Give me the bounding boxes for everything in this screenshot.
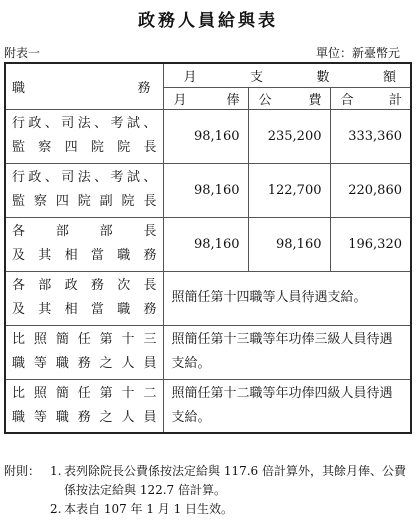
header-allowance-text: 公 費 [258, 92, 322, 108]
table-row [5, 217, 411, 271]
header-salary [163, 87, 248, 109]
footnote [4, 462, 410, 519]
header-monthly-pay [163, 63, 411, 87]
table-row [5, 163, 411, 217]
row-title-line: 職 等 職 務 之 人 員 [12, 409, 157, 425]
total-cell: 196,320 [330, 217, 411, 271]
row-title-line: 行 政 、 司 法 、 考 試 、 [12, 116, 157, 131]
header-monthly-pay-text: 月 支 數 額 [183, 69, 396, 85]
row-title [5, 163, 163, 217]
pay-note: 照簡任第十三職等年功俸三級人員待遇支給。 [163, 325, 411, 379]
pay-note: 照簡任第十四職等人員待遇支給。 [163, 271, 411, 325]
salary-cell: 98,160 [163, 217, 248, 271]
page-title: 政務人員給與表 [138, 11, 278, 31]
table-row [5, 271, 411, 325]
header-total [330, 87, 411, 109]
row-title-line: 及 其 相 當 職 務 [12, 302, 157, 317]
total-cell: 333,360 [330, 109, 411, 163]
row-title-line: 監 察 四 院 副 院 長 [12, 194, 157, 209]
header-position-text: 職 務 [12, 80, 151, 96]
header-salary-text: 月 俸 [173, 92, 240, 108]
footnote-lead-spacer [4, 500, 50, 519]
row-title-line: 監 察 四 院 院 長 [12, 140, 157, 155]
pay-note: 照簡任第十二職等年功俸四級人員待遇支給。 [163, 379, 411, 433]
row-title-line: 職 等 職 務 之 人 員 [12, 356, 157, 371]
row-title [5, 217, 163, 271]
attachment-label: 附表一 [4, 46, 41, 60]
table-row [5, 379, 411, 433]
footnote-text: 表列除院長公費係按法定給與 117.6 倍計算外，其餘月俸、公費係按法定給與 122.7 倍計算。 [64, 464, 406, 497]
unit-label: 單位：新臺幣元 [315, 46, 400, 60]
row-title-line: 各 部 部 長 [12, 224, 157, 239]
table-row [5, 109, 411, 163]
footnote-lead: 附則： [4, 464, 41, 478]
row-title-line: 比 照 簡 任 第 十 三 [12, 332, 157, 347]
total-cell: 220,860 [330, 163, 411, 217]
table-row [5, 325, 411, 379]
footnote-number: 2. [50, 502, 62, 516]
footnote-number: 1. [50, 464, 62, 478]
row-title [5, 325, 163, 379]
salary-cell: 98,160 [163, 109, 248, 163]
row-title-line: 各 部 政 務 次 長 [12, 278, 157, 293]
row-title [5, 379, 163, 433]
allowance-cell: 235,200 [248, 109, 330, 163]
row-title-line: 比 照 簡 任 第 十 二 [12, 385, 157, 401]
row-title [5, 271, 163, 325]
header-total-text: 合 計 [340, 92, 402, 108]
row-title-line: 及 其 相 當 職 務 [12, 248, 157, 263]
salary-table [4, 62, 412, 434]
header-allowance [248, 87, 330, 109]
footnote-item [4, 500, 410, 519]
salary-cell: 98,160 [163, 163, 248, 217]
footnote-item [4, 462, 410, 500]
allowance-cell: 98,160 [248, 217, 330, 271]
footnote-text: 本表自 107 年 1 月 1 日生效。 [64, 502, 234, 516]
row-title [5, 109, 163, 163]
header-position [5, 63, 163, 109]
row-title-line: 行 政 、 司 法 、 考 試 、 [12, 170, 157, 185]
allowance-cell: 122,700 [248, 163, 330, 217]
